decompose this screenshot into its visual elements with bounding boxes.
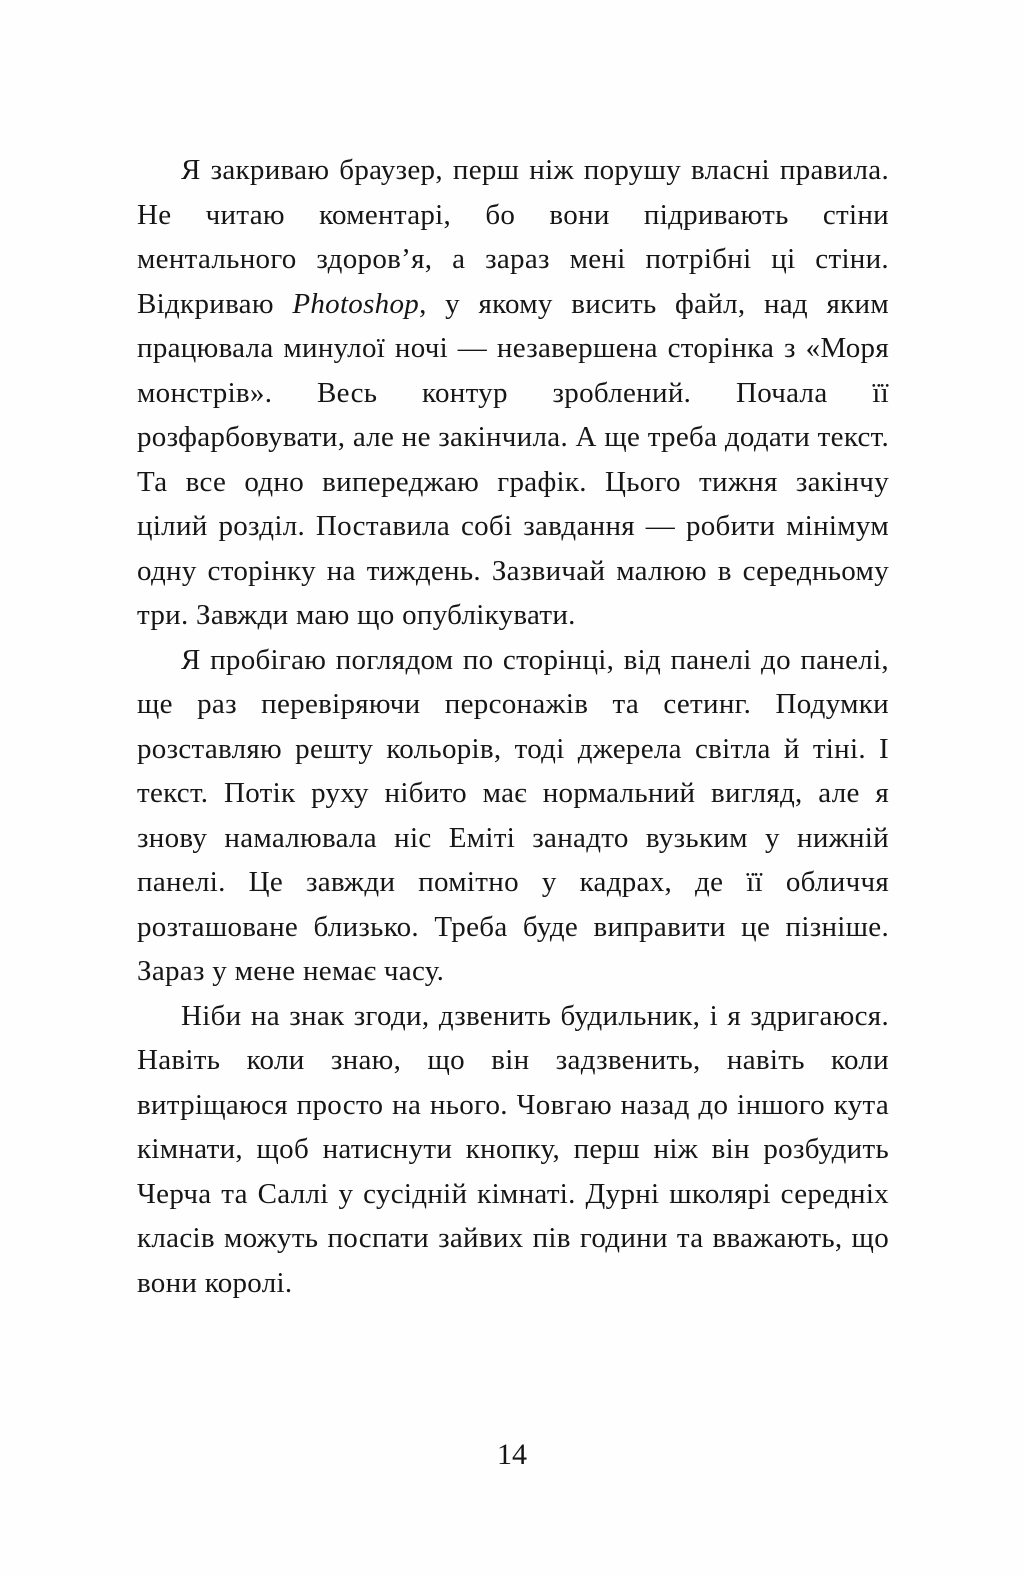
paragraph <box>137 994 889 1306</box>
paragraph <box>137 638 889 994</box>
text-block <box>137 148 889 1305</box>
paragraph <box>137 148 889 638</box>
text-segment: Ніби на знак згоди, дзвенить будильник, і я здригаюся. Навіть коли знаю, що він задзвенить, навіть коли витріщаюся просто на нього. Човгаю назад до іншого кута кімнати, щоб натиснути кнопку, перш ніж він розбудить Черча та Саллі у сусідній кімнаті. Дурні школярі середніх класів можуть поспати зайвих пів години та вважають, що вони королі. <box>137 999 889 1299</box>
text-segment: , у якому висить файл, над яким працювала минулої ночі — незавершена сторінка з «Моря монстрів». Весь контур зроблений. Почала її розфарбовувати, але не закінчила. А ще треба додати текст. Та все одно випереджаю графік. Цього тижня закінчу цілий розділ. Поставила собі завдання — робити мінімум одну сторінку на тиждень. Зазвичай малюю в середньому три. Завжди маю що опублікувати. <box>137 287 889 631</box>
italic-text-segment: Photoshop <box>292 287 420 320</box>
page-number: 14 <box>497 1438 527 1471</box>
text-segment: Я закриваю браузер, перш ніж порушу власні правила. Не читаю коментарі, бо вони підривають стіни ментального здоров’я, а зараз мені потрібні ці стіни. Відкриваю <box>137 154 889 320</box>
text-segment: Я пробігаю поглядом по сторінці, від панелі до панелі, ще раз перевіряючи персонажів та сетинг. Подумки розставляю решту кольорів, тоді джерела світла й тіні. І текст. Потік руху нібито має нормальний вигляд, але я знову намалювала ніс Еміті занадто вузьким у нижній панелі. Це завжди помітно у кадрах, де її обличчя розташоване близько. Треба буде виправити це пізніше. Зараз у мене немає часу. <box>137 643 889 987</box>
